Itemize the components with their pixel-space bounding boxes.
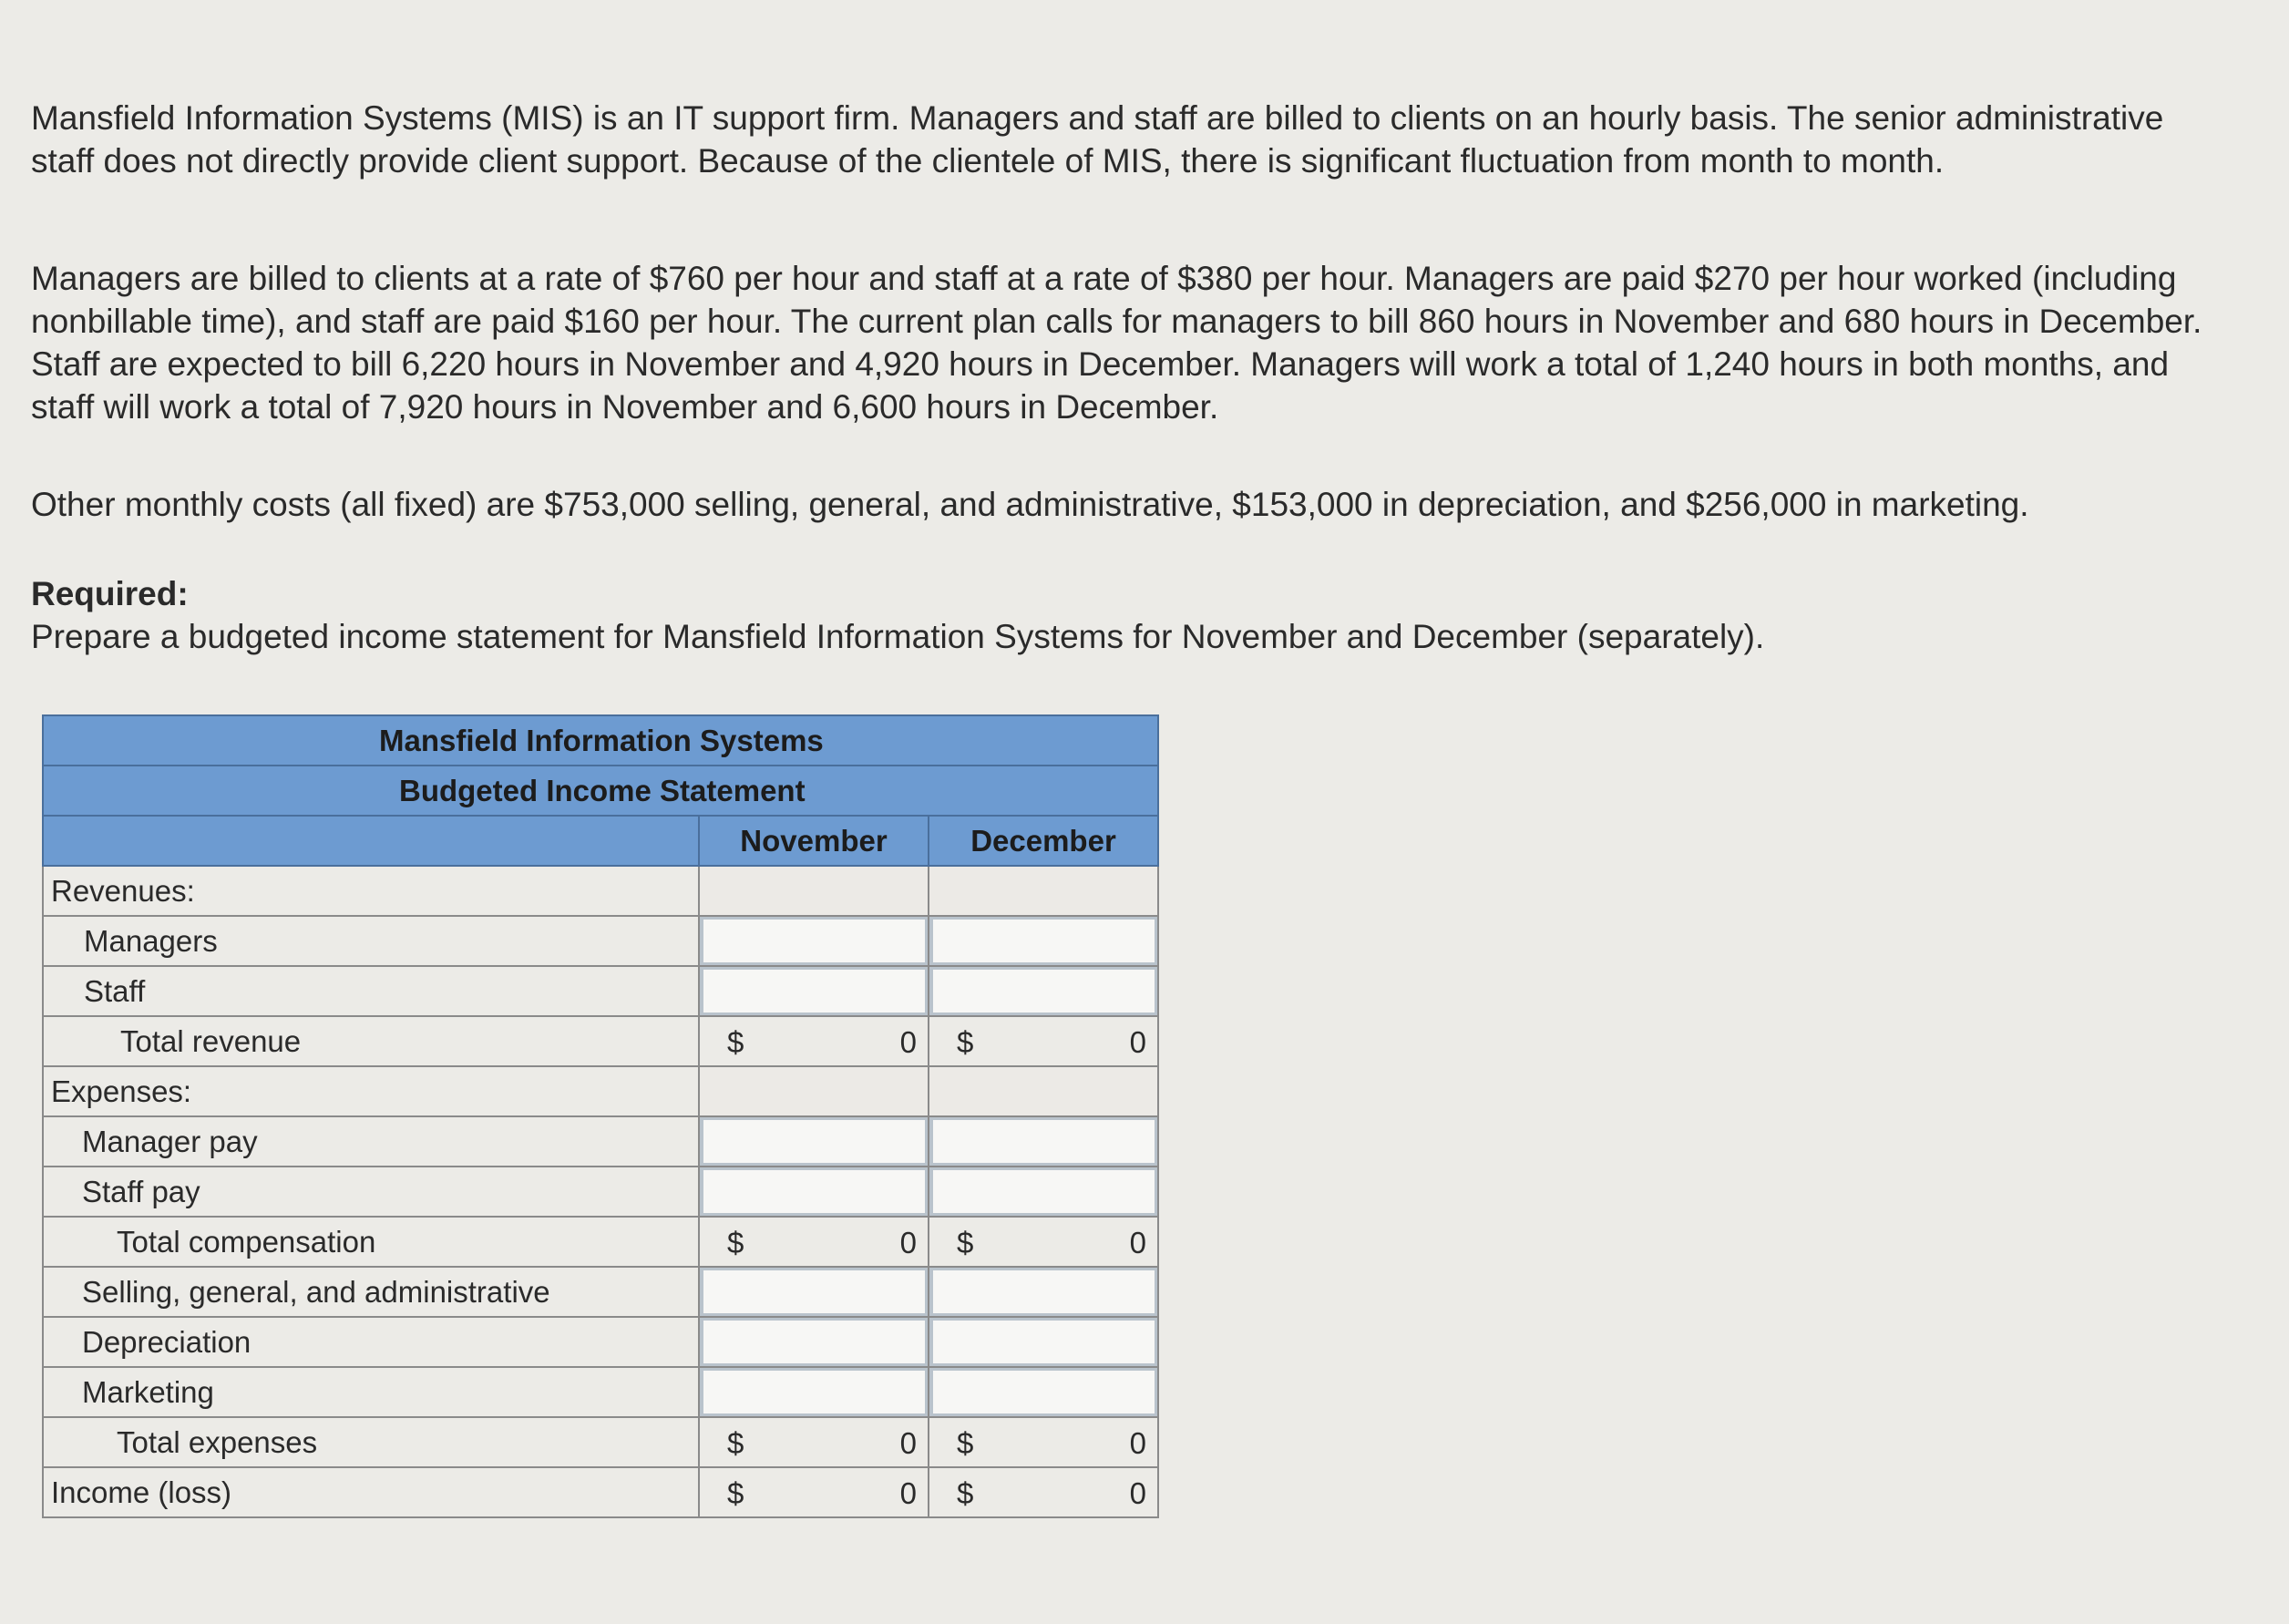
row-managers xyxy=(43,916,1158,966)
header-blank xyxy=(43,816,699,866)
row-total-expenses xyxy=(43,1417,1158,1467)
manager-pay-label: Manager pay xyxy=(43,1116,699,1167)
sga-label: Selling, general, and administrative xyxy=(43,1267,699,1317)
problem-paragraph-3: Other monthly costs (all fixed) are $753,000 selling, general, and administrative, $153,000 in depreciation, and $256,000 in marketing. xyxy=(31,486,2029,523)
row-staff xyxy=(43,966,1158,1016)
total-expenses-nov: $ 0 xyxy=(699,1417,929,1467)
depreciation-nov-input[interactable] xyxy=(700,1318,928,1366)
row-sga xyxy=(43,1267,1158,1317)
revenues-label: Revenues: xyxy=(43,866,699,916)
col-november: November xyxy=(699,816,929,866)
company-name: Mansfield Information Systems xyxy=(379,723,824,757)
sga-dec-input[interactable] xyxy=(929,1268,1157,1316)
row-manager-pay xyxy=(43,1116,1158,1167)
depreciation-label: Depreciation xyxy=(43,1317,699,1367)
income-label: Income (loss) xyxy=(43,1467,699,1517)
total-revenue-label: Total revenue xyxy=(43,1016,699,1066)
total-compensation-label: Total compensation xyxy=(43,1217,699,1267)
managers-nov-input[interactable] xyxy=(700,917,928,965)
marketing-label: Marketing xyxy=(43,1367,699,1417)
expenses-label: Expenses: xyxy=(43,1066,699,1116)
row-total-compensation xyxy=(43,1217,1158,1267)
total-revenue-nov: $ 0 xyxy=(699,1016,929,1066)
staff-dec-input[interactable] xyxy=(929,967,1157,1015)
income-statement-table xyxy=(42,714,1159,1518)
required-heading: Required: xyxy=(31,575,189,612)
marketing-nov-input[interactable] xyxy=(700,1368,928,1416)
header-title-row xyxy=(43,766,1158,816)
row-staff-pay xyxy=(43,1167,1158,1217)
staff-label: Staff xyxy=(43,966,699,1016)
income-nov: $ 0 xyxy=(699,1467,929,1517)
row-expenses xyxy=(43,1066,1158,1116)
total-expenses-label: Total expenses xyxy=(43,1417,699,1467)
staff-pay-dec-input[interactable] xyxy=(929,1167,1157,1216)
sga-nov-input[interactable] xyxy=(700,1268,928,1316)
header-columns-row xyxy=(43,816,1158,866)
manager-pay-dec-input[interactable] xyxy=(929,1117,1157,1166)
row-marketing xyxy=(43,1367,1158,1417)
total-compensation-dec: $ 0 xyxy=(929,1217,1158,1267)
depreciation-dec-input[interactable] xyxy=(929,1318,1157,1366)
required-section xyxy=(31,572,2218,658)
statement-title: Budgeted Income Statement xyxy=(399,773,806,807)
problem-paragraph-2: Managers are billed to clients at a rate of $760 per hour and staff at a rate of $380 per hour. Managers are paid $270 per hour worked (including nonbillable time), and staff are paid $160 per hour. The current plan calls for managers to bill 860 hours in November and 680 hours in December. Staff are expected to bill 6,220 hours in November and 4,920 hours in December. Managers will work a total of 1,240 hours in both months, and staff will work a total of 7,920 hours in November and 6,600 hours in December. xyxy=(31,260,2202,426)
managers-label: Managers xyxy=(43,916,699,966)
managers-dec-input[interactable] xyxy=(929,917,1157,965)
staff-pay-nov-input[interactable] xyxy=(700,1167,928,1216)
total-compensation-nov: $ 0 xyxy=(699,1217,929,1267)
row-depreciation xyxy=(43,1317,1158,1367)
staff-nov-input[interactable] xyxy=(700,967,928,1015)
income-dec: $ 0 xyxy=(929,1467,1158,1517)
staff-pay-label: Staff pay xyxy=(43,1167,699,1217)
marketing-dec-input[interactable] xyxy=(929,1368,1157,1416)
manager-pay-nov-input[interactable] xyxy=(700,1117,928,1166)
row-total-revenue xyxy=(43,1016,1158,1066)
required-text: Prepare a budgeted income statement for Mansfield Information Systems for November and December (separately). xyxy=(31,618,1765,655)
total-revenue-dec: $ 0 xyxy=(929,1016,1158,1066)
total-expenses-dec: $ 0 xyxy=(929,1417,1158,1467)
row-revenues xyxy=(43,866,1158,916)
header-company-row xyxy=(43,715,1158,766)
row-income xyxy=(43,1467,1158,1517)
col-december: December xyxy=(929,816,1158,866)
problem-paragraph-1: Mansfield Information Systems (MIS) is an IT support firm. Managers and staff are billed to clients on an hourly basis. The senior administrative staff does not directly provide client support. Because of the clientele of MIS, there is significant fluctuation from month to month. xyxy=(31,99,2164,180)
